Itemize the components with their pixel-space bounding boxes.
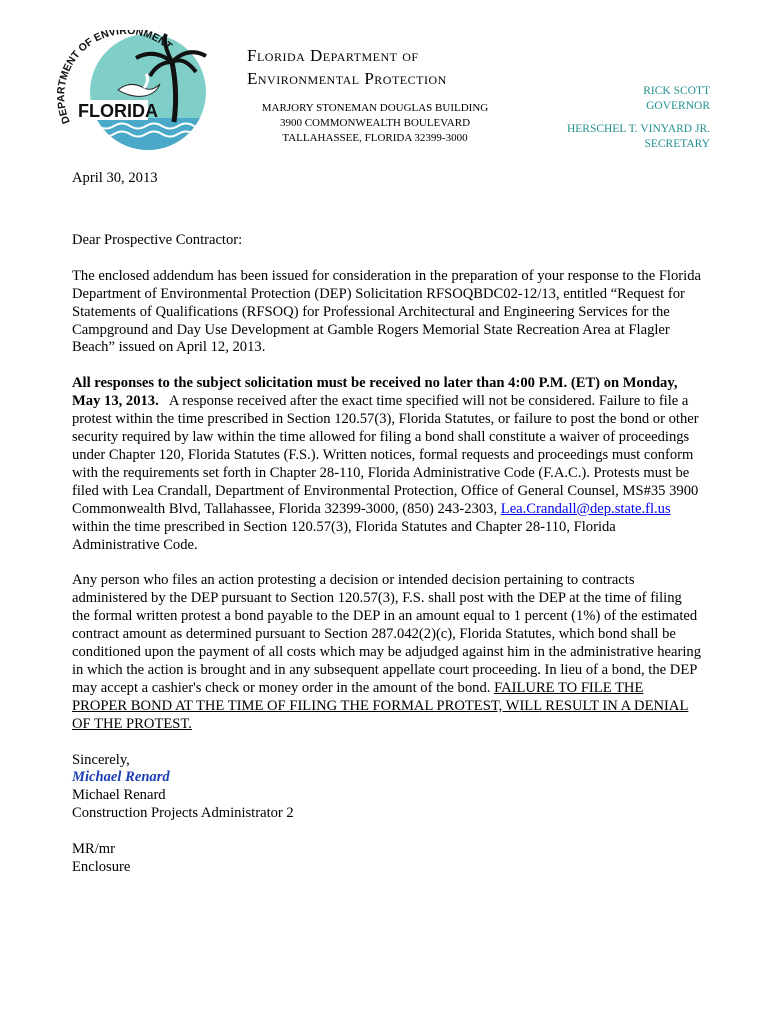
enclosure: Enclosure	[72, 859, 131, 876]
dep-logo	[52, 30, 222, 150]
paragraph-deadline	[72, 375, 702, 554]
deadline-tail: within the time prescribed in Section 120.57(3), Florida Statutes and Chapter 28-110, Florida Administrative Code.	[72, 518, 616, 553]
closing: Sincerely,	[72, 751, 130, 768]
governor-name: RICK SCOTT	[643, 85, 710, 97]
department-name	[247, 44, 527, 90]
signer-title: Construction Projects Administrator 2	[72, 805, 294, 822]
logo-ring-text: DEPARTMENT OF ENVIRONMENT	[55, 30, 174, 126]
paragraph-bond	[72, 572, 702, 733]
letter-date: April 30, 2013	[72, 170, 158, 186]
salutation: Dear Prospective Contractor:	[72, 231, 243, 248]
deadline-text: A response received after the exact time specified will not be considered. Failure to file a protest within the time prescribed in Section 120.57(3), Florida Statutes, or failure to post the bond or other security required by law within the time allowed for filing a bond shall constitute a waiver of proceedings under Chapter 120, Florida Statutes (F.S.). Written notices, formal requests and proceedings must conform with the requirements set forth in Chapter 28-110, Florida Administrative Code (F.A.C.). Protests must be filed with Lea Crandall, Department of Environmental Protection, Office of General Counsel, MS#35 3900 Commonwealth Blvd, Tallahassee, Florida 32399-3000, (850) 243-2303,	[72, 393, 699, 517]
department-name-line2: Environmental Protection	[247, 69, 447, 88]
secretary-name: HERSCHEL T. VINYARD JR.	[566, 123, 710, 135]
initials: MR/mr	[72, 841, 115, 858]
bond-warning: FAILURE TO FILE THE PROPER BOND AT THE TIME OF FILING THE FORMAL PROTEST, WILL RESULT IN A DENIAL OF THE PROTEST.	[72, 679, 689, 732]
officials-block	[567, 84, 710, 151]
logo-state-text: FLORIDA	[78, 101, 158, 121]
secretary-title: SECRETARY	[644, 137, 710, 150]
department-name-line1: Florida Department of	[247, 46, 419, 65]
address-line1: MARJORY STONEMAN DOUGLAS BUILDING	[261, 102, 489, 114]
signature: Michael Renard	[72, 769, 170, 786]
deadline-bold: All responses to the subject solicitation must be received no later than 4:00 P.M. (ET) on Monday, May 13, 2013.	[72, 375, 678, 410]
address-line2: 3900 COMMONWEALTH BOULEVARD	[279, 117, 471, 129]
paragraph-addendum: The enclosed addendum has been issued for consideration in the preparation of your response to the Florida Department of Environmental Protection (DEP) Solicitation RFSOQBDC02-12/13, entitled “Request for Statements of Qualifications (RFSOQ) for Professional Architectural and Engineering Services for the Campground and Day Use Development at Gamble Rogers Memorial State Recreation Area at Flagler Beach” issued on April 12, 2013.	[72, 267, 701, 356]
bond-text: Any person who files an action protesting a decision or intended decision pertaining to contracts administered by the DEP pursuant to Section 120.57(3), F.S. shall post with the DEP at the time of filing the formal written protest a bond payable to the DEP in an amount equal to 1 percent (1%) of the estimated contract amount as determined pursuant to Section 287.042(2)(c), Florida Statutes, which bond shall be conditioned upon the payment of all costs which may be adjudged against him in the administrative hearing in which the action is brought and in any subsequent appellate court proceeding. In lieu of a bond, the DEP may accept a cashier's check or money order in the amount of the bond.	[72, 572, 701, 696]
closing-block	[72, 752, 702, 877]
signer-name: Michael Renard	[72, 787, 166, 804]
address-line3: TALLAHASSEE, FLORIDA 32399-3000	[282, 132, 468, 144]
governor-title: GOVERNOR	[646, 99, 710, 112]
letter-body	[72, 170, 702, 877]
email-link[interactable]: Lea.Crandall@dep.state.fl.us	[500, 500, 671, 517]
department-address	[235, 101, 515, 146]
